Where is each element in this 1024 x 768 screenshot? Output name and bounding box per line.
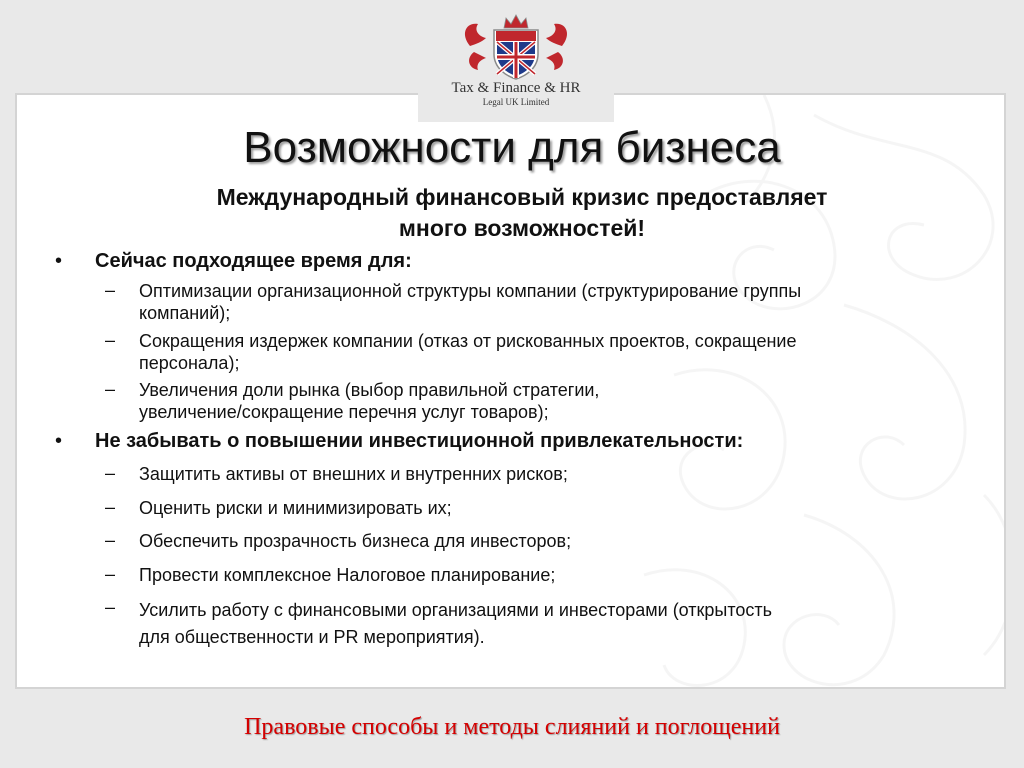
company-subname: Legal UK Limited: [482, 97, 550, 107]
list-item: Обеспечить прозрачность бизнеса для инвесторов;: [139, 531, 572, 551]
bullet-icon: •: [55, 430, 63, 452]
list-item: Оценить риски и минимизировать их;: [139, 498, 452, 518]
list-item-line: для общественности и PR мероприятия).: [139, 627, 485, 647]
list-item-line: компаний);: [139, 303, 231, 323]
list-item-line: персонала);: [139, 353, 240, 373]
company-name: Tax & Finance & HR: [451, 80, 581, 96]
list-item: [139, 280, 989, 324]
list-item: Провести комплексное Налоговое планирование;: [139, 565, 556, 585]
list-item-line: увеличение/сокращение перечня услуг товаров);: [139, 402, 549, 422]
list-item-line: Увеличения доли рынка (выбор правильной стратегии,: [139, 380, 600, 400]
dash-icon: –: [105, 280, 116, 300]
dash-icon: –: [105, 497, 116, 517]
dash-icon: –: [105, 564, 116, 584]
section-heading: Не забывать о повышении инвестиционной привлекательности:: [95, 430, 744, 452]
section-heading: Сейчас подходящее время для:: [95, 250, 412, 272]
dash-icon: –: [105, 379, 116, 399]
footer-caption: Правовые способы и методы слияний и поглощений: [244, 714, 780, 740]
bullet-icon: •: [55, 250, 63, 272]
list-item: [139, 379, 989, 423]
list-item-line: Сокращения издержек компании (отказ от рискованных проектов, сокращение: [139, 331, 797, 351]
dash-icon: –: [105, 463, 116, 483]
dash-icon: –: [105, 597, 116, 617]
dash-icon: –: [105, 330, 116, 350]
subtitle-line-1: Международный финансовый кризис предоставляет: [216, 184, 828, 210]
page-title: Возможности для бизнеса: [243, 123, 781, 172]
list-item-line: Оптимизации организационной структуры компании (структурирование группы: [139, 281, 802, 301]
subtitle-line-2: много возможностей!: [398, 215, 646, 241]
list-item: [139, 597, 989, 651]
list-item: [139, 330, 989, 374]
list-item: Защитить активы от внешних и внутренних рисков;: [139, 464, 568, 484]
dash-icon: –: [105, 530, 116, 550]
list-item-line: Усилить работу с финансовыми организациями и инвесторами (открытость: [139, 600, 773, 620]
